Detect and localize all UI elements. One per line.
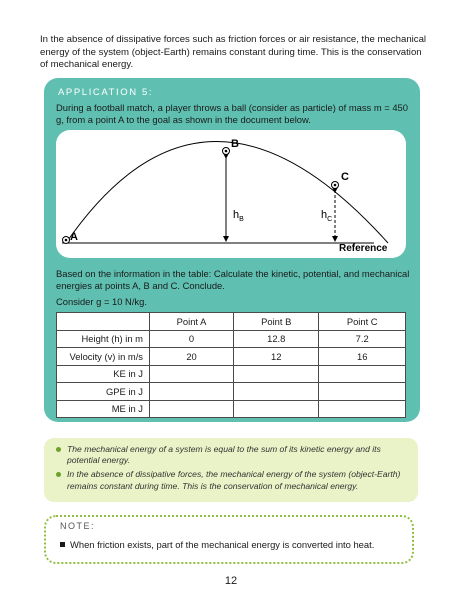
table-row-label: Velocity (v) in m/s [57,348,150,366]
page-number: 12 [224,575,238,587]
label-point-a: A [70,231,78,243]
summary-item-text: In the absence of dissipative forces, the mechanical energy of the system (object-Earth) remains constant during time. This is the conservation of mechanical energy. [67,469,401,491]
ball-c-icon [332,182,339,189]
square-bullet-icon [60,542,65,547]
table-row-label: GPE in J [57,383,150,401]
label-point-c: C [341,171,349,183]
trajectory-svg [56,130,406,258]
table-cell [150,383,234,401]
table-row-label: KE in J [57,365,150,383]
note-text: When friction exists, part of the mechanical energy is converted into heat. [70,539,375,550]
table-cell [234,365,319,383]
table-row [57,365,406,383]
table-cell [234,383,319,401]
summary-box [44,438,418,502]
label-height-c: $h_C$ [321,209,333,223]
ball-a-icon [63,237,70,244]
application-box [44,78,420,422]
table-cell: 12 [234,348,319,366]
given-text: Consider g = 10 N/kg. [56,296,147,307]
trajectory-diagram [56,130,406,258]
table-cell: 12.8 [234,330,319,348]
table-cell [319,400,406,418]
summary-list [44,438,418,492]
table-header: Point A [150,313,234,331]
table-cell: 20 [150,348,234,366]
table-row-label: Height (h) in m [57,330,150,348]
summary-item-text: The mechanical energy of a system is equal to the sum of its kinetic energy and its potential energy. [67,444,381,466]
note-title: NOTE: [60,521,96,531]
table-header-row [57,313,406,331]
question-text: Based on the information in the table: Calculate the kinetic, potential, and mechanical energies at points A, B and C. Conclude. [56,268,410,292]
table-cell [234,400,319,418]
label-reference: Reference [339,243,388,254]
energy-table [56,312,406,418]
bullet-icon [56,447,61,452]
application-text: During a football match, a player throws a ball (consider as particle) of mass m = 450 g, from a point A to the goal as shown in the document below. [56,102,408,126]
table-header: Point C [319,313,406,331]
note-line [60,539,374,550]
table-row [57,383,406,401]
table-header [57,313,150,331]
table-cell [319,383,406,401]
table-row [57,348,406,366]
label-point-b: B [231,138,239,150]
note-box [44,515,414,564]
table-cell [150,400,234,418]
summary-item [56,444,408,466]
ball-b-icon [223,148,230,155]
table-cell [150,365,234,383]
summary-item [56,469,408,491]
table-cell: 0 [150,330,234,348]
label-height-b: $h_B$ [233,209,244,223]
table-header: Point B [234,313,319,331]
intro-paragraph: In the absence of dissipative forces such as friction forces or air resistance, the mechanical energy of the system (object-Earth) remains constant during time. This is the conservation of mechanical energy. [40,34,427,71]
table-row-label: ME in J [57,400,150,418]
table-cell: 16 [319,348,406,366]
table-cell [319,365,406,383]
table-cell: 7.2 [319,330,406,348]
bullet-icon [56,472,61,477]
table-row [57,400,406,418]
table-row [57,330,406,348]
application-title: APPLICATION 5: [58,87,154,98]
trajectory-curve [66,142,388,244]
